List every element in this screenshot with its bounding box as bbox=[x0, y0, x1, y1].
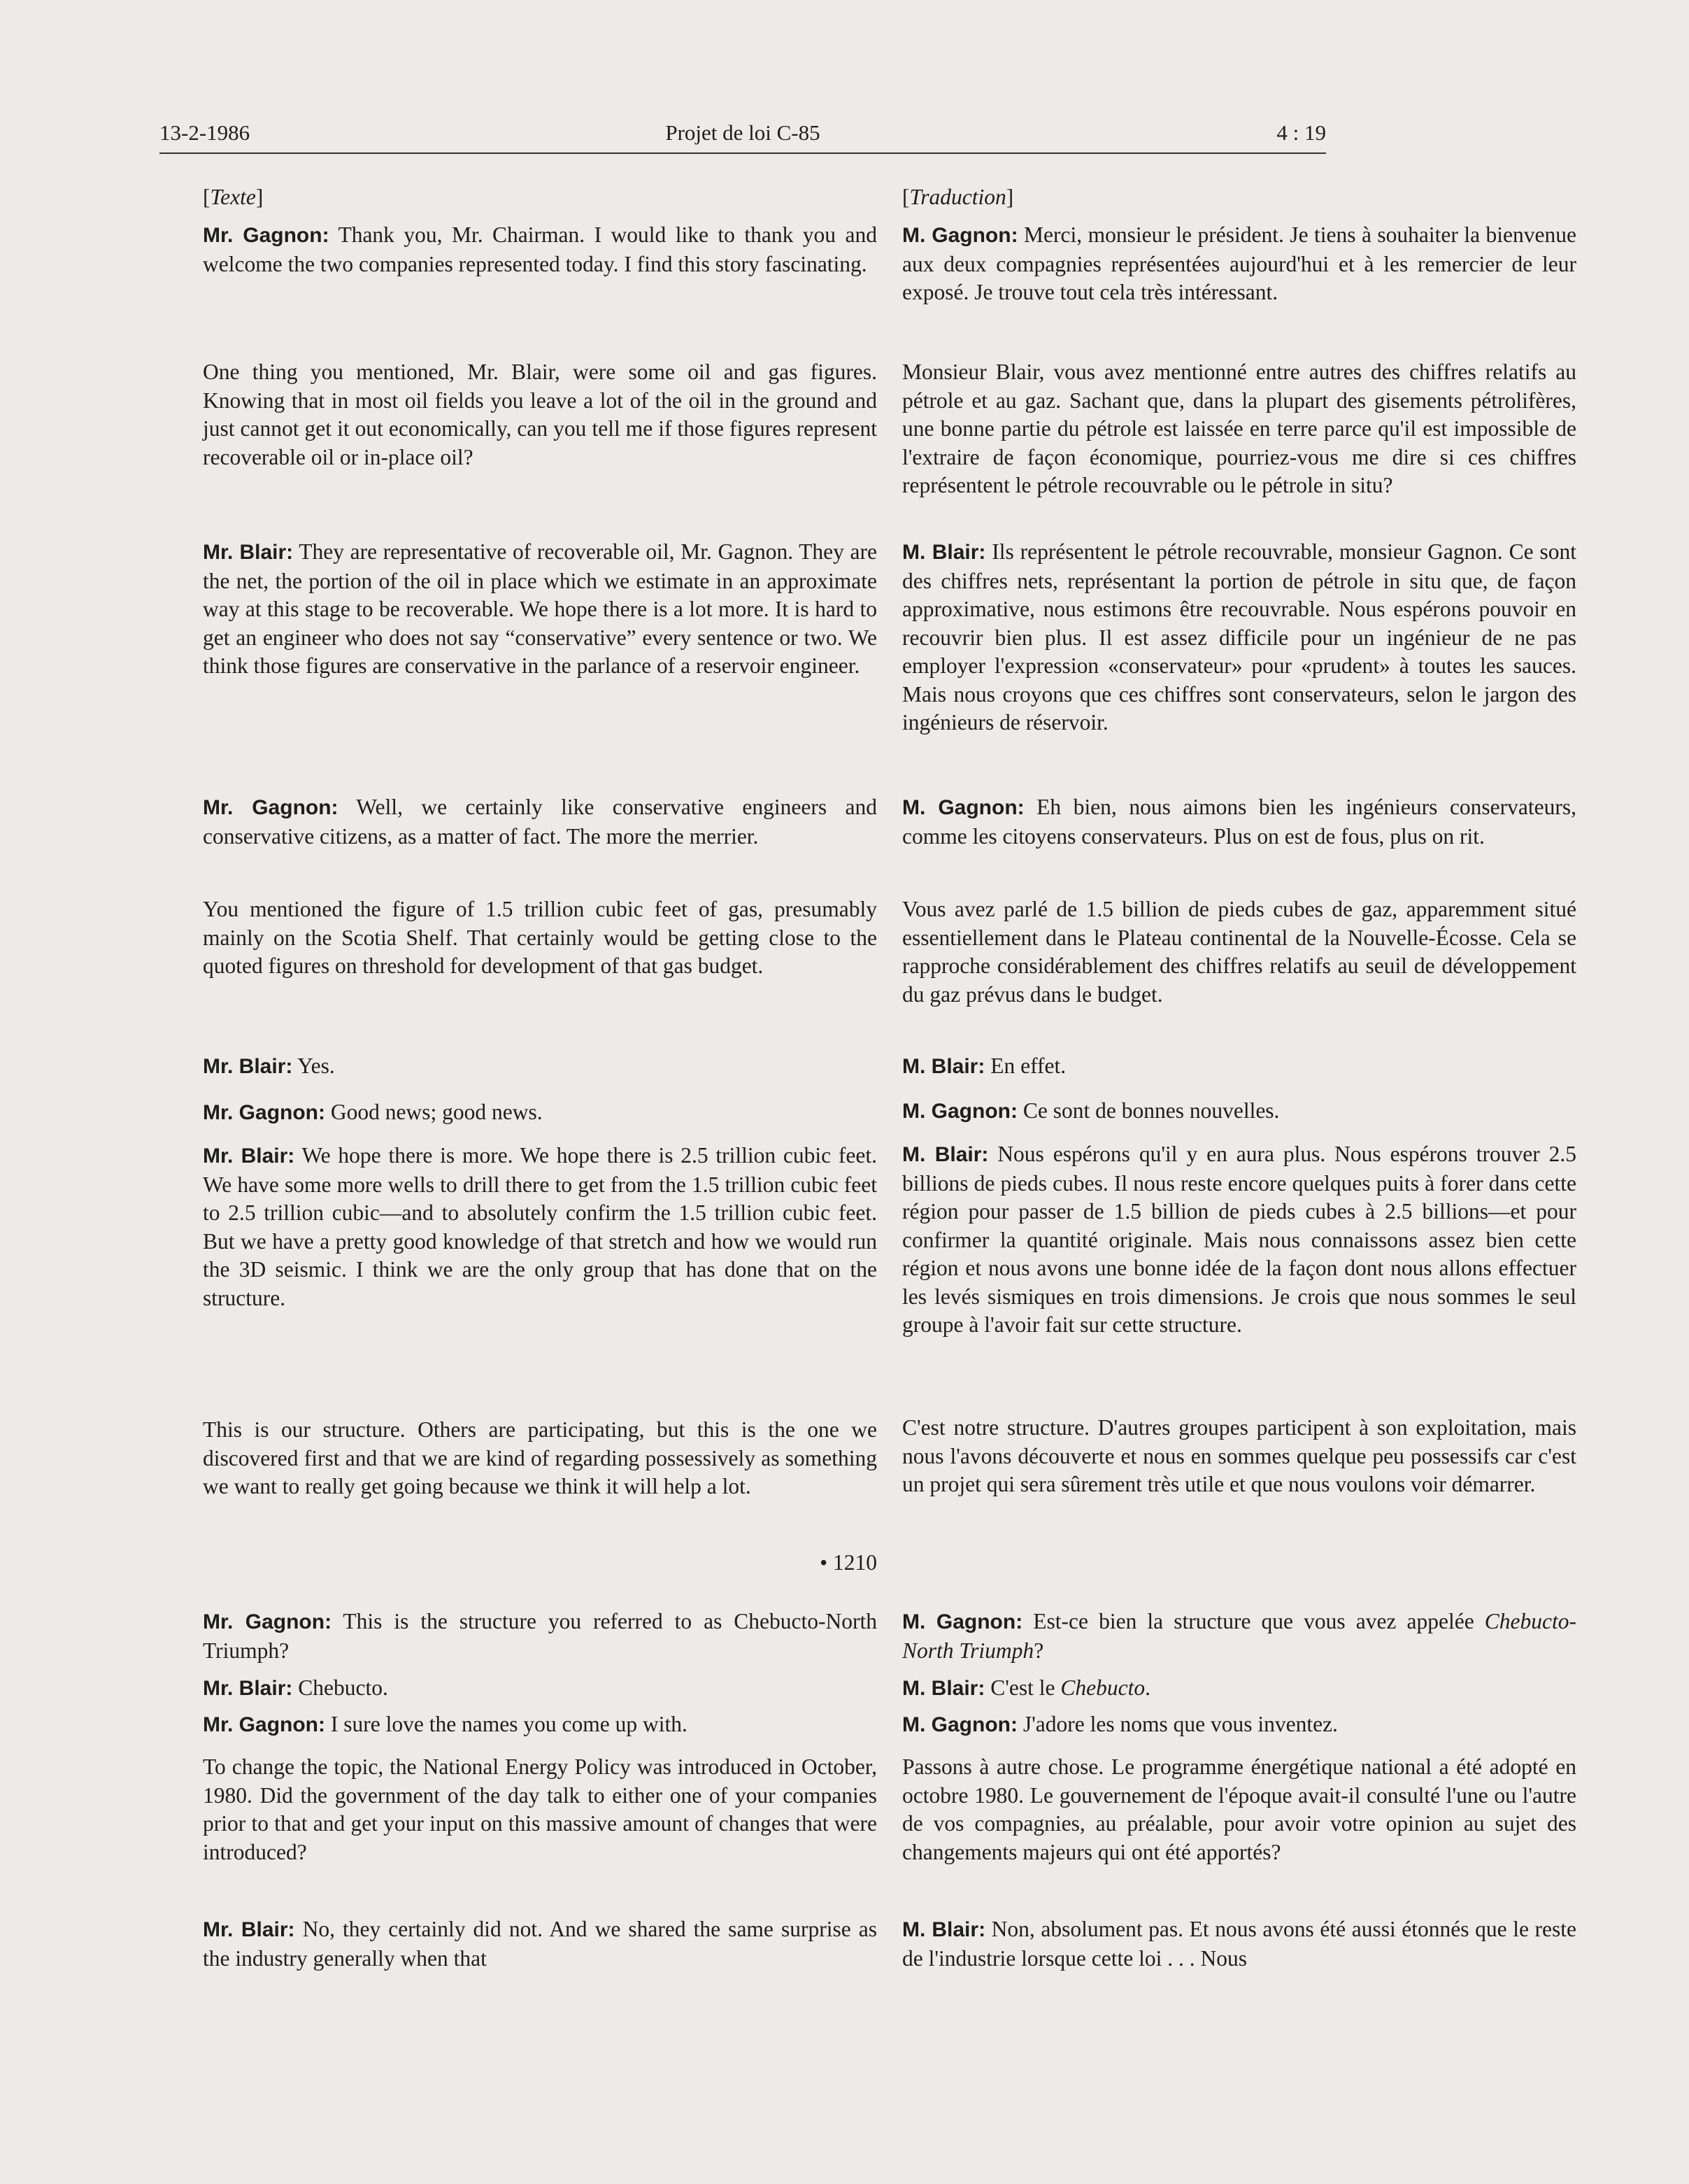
speaker-name: M. Gagnon: bbox=[902, 1610, 1023, 1633]
speaker-name: M. Gagnon: bbox=[902, 1713, 1018, 1736]
paragraph: Vous avez parlé de 1.5 billion de pieds cubes de gaz, apparemment situé essentiellement dans le Plateau continental de la Nouvelle-Écosse. Cela se rapproche considérablement des chiffres relatifs au seuil de développement du gaz prévus dans le budget. bbox=[902, 897, 1576, 1007]
header-page-number: 4 : 19 bbox=[1276, 120, 1326, 145]
paragraph: M. Gagnon: Est-ce bien la structure que vous avez appelée Chebucto-North Triumph? bbox=[902, 1609, 1576, 1663]
speaker-name: M. Gagnon: bbox=[902, 796, 1025, 819]
paragraph: Mr. Gagnon: Good news; good news. bbox=[203, 1100, 543, 1124]
speaker-name: Mr. Gagnon: bbox=[203, 1713, 325, 1736]
speaker-name: Mr. Blair: bbox=[203, 1144, 295, 1168]
paragraph: Mr. Blair: Chebucto. bbox=[203, 1675, 388, 1700]
speaker-name: Mr. Gagnon: bbox=[203, 1610, 332, 1633]
paragraph: Monsieur Blair, vous avez mentionné entre autres des chiffres relatifs au pétrole et au gaz. Sachant que, dans la plupart des gisements pétrolifères, une bonne partie du pétrole est laissée en terre parce qu'il est impossible de l'extraire de façon économique, pourriez-vous me dire si ces chiffres représentent le pétrole recouvrable ou le pétrole in situ? bbox=[902, 360, 1576, 497]
paragraph: To change the topic, the National Energy Policy was introduced in October, 1980. Did the government of the day talk to either one of your companies prior to that and get your input on this massive amount of changes that were introduced? bbox=[203, 1754, 877, 1864]
paragraph: One thing you mentioned, Mr. Blair, were some oil and gas figures. Knowing that in most oil fields you leave a lot of the oil in the ground and just cannot get it out economically, can you tell me if those figures represent recoverable oil or in-place oil? bbox=[203, 360, 877, 469]
paragraph: You mentioned the figure of 1.5 trillion cubic feet of gas, presumably mainly on the Scotia Shelf. That certainly would be getting close to the quoted figures on threshold for development of that gas budget. bbox=[203, 897, 877, 978]
speaker-name: M. Gagnon: bbox=[902, 1100, 1018, 1123]
paragraph: Mr. Gagnon: I sure love the names you come up with. bbox=[203, 1712, 687, 1736]
paragraph: C'est notre structure. D'autres groupes participent à son exploitation, mais nous l'avons découverte et nous en sommes quelque peu possessifs car c'est un projet qui sera sûrement très utile et que nous voulons voir démarrer. bbox=[902, 1415, 1576, 1496]
speaker-name: M. Blair: bbox=[902, 541, 986, 564]
speaker-name: Mr. Gagnon: bbox=[203, 796, 338, 819]
header-title: Projet de loi C-85 bbox=[665, 120, 820, 145]
paragraph: Mr. Blair: We hope there is more. We hope there is 2.5 trillion cubic feet. We have some more wells to drill there to get from the 1.5 trillion cubic feet to 2.5 trillion cubic—and to absolutely confirm the 1.5 trillion cubic feet. But we have a pretty good knowledge of that stretch and how we would run the 3D seismic. I think we are the only group that has done that on the structure. bbox=[203, 1143, 877, 1310]
speaker-name: Mr. Blair: bbox=[203, 1055, 293, 1078]
time-marker: • 1210 bbox=[820, 1550, 877, 1575]
speaker-name: Mr. Gagnon: bbox=[203, 1101, 325, 1124]
speaker-name: M. Blair: bbox=[902, 1055, 985, 1078]
paragraph: Passons à autre chose. Le programme énergétique national a été adopté en octobre 1980. Le gouvernement de l'époque avait-il consulté l'une ou l'autre de vos compagnies, au préalable, pour avoir votre opinion au sujet des changements majeurs qui ont été apportés? bbox=[902, 1754, 1576, 1864]
page-header bbox=[159, 120, 1326, 154]
paragraph: M. Gagnon: J'adore les noms que vous inventez. bbox=[902, 1712, 1338, 1736]
paragraph: M. Gagnon: Merci, monsieur le président. Je tiens à souhaiter la bienvenue aux deux compagnies représentées aujourd'hui et à les remercier de leur exposé. Je trouve tout cela très intéressant. bbox=[902, 222, 1577, 304]
paragraph: M. Blair: C'est le Chebucto. bbox=[902, 1675, 1151, 1700]
paragraph: M. Gagnon: Eh bien, nous aimons bien les ingénieurs conservateurs, comme les citoyens conservateurs. Plus on est de fous, plus on rit. bbox=[902, 795, 1576, 849]
paragraph: Mr. Blair: They are representative of recoverable oil, Mr. Gagnon. They are the net, the portion of the oil in place which we estimate in an approximate way at this stage to be recoverable. We hope there is a lot more. It is hard to get an engineer who does not say “conservative” every sentence or two. We think those figures are conservative in the parlance of a reservoir engineer. bbox=[203, 539, 877, 678]
speaker-name: Mr. Blair: bbox=[203, 1918, 295, 1941]
header-rule bbox=[159, 153, 1326, 154]
paragraph: This is our structure. Others are participating, but this is the one we discovered first and that we are kind of regarding possessively as something we want to really get going because we think it will help a lot. bbox=[203, 1417, 877, 1498]
paragraph: Mr. Blair: Yes. bbox=[203, 1054, 335, 1078]
paragraph: M. Blair: En effet. bbox=[902, 1054, 1067, 1078]
speaker-name: Mr. Gagnon: bbox=[203, 224, 329, 247]
paragraph: M. Blair: Non, absolument pas. Et nous avons été aussi étonnés que le reste de l'industrie lorsque cette loi . . . Nous bbox=[902, 1917, 1576, 1971]
speaker-name: M. Gagnon: bbox=[902, 224, 1018, 247]
paragraph: Mr. Gagnon: This is the structure you referred to as Chebucto-North Triumph? bbox=[203, 1609, 877, 1663]
header-date: 13-2-1986 bbox=[159, 120, 250, 145]
section-label: [Texte] bbox=[203, 185, 264, 209]
speaker-name: Mr. Blair: bbox=[203, 1677, 293, 1700]
paragraph: Mr. Blair: No, they certainly did not. And we shared the same surprise as the industry generally when that bbox=[203, 1917, 877, 1971]
paragraph: M. Blair: Nous espérons qu'il y en aura plus. Nous espérons trouver 2.5 billions de pieds cubes. Il nous reste encore quelques puits à forer dans cette région pour passer de 1.5 billion de pieds cubes à 2.5 billions—et pour confirmer la quantité originale. Mais nous connaissons assez bien cette région et nous avons une bonne idée de la façon dont nous allons effectuer les levés sismiques en trois dimensions. Je crois que nous sommes le seul groupe à l'avoir fait sur cette structure. bbox=[902, 1142, 1576, 1337]
paragraph: Mr. Gagnon: Thank you, Mr. Chairman. I would like to thank you and welcome the two companies represented today. I find this story fascinating. bbox=[203, 222, 877, 276]
speaker-name: M. Blair: bbox=[902, 1143, 989, 1166]
paragraph: M. Gagnon: Ce sont de bonnes nouvelles. bbox=[902, 1098, 1280, 1123]
speaker-name: M. Blair: bbox=[902, 1918, 986, 1941]
speaker-name: M. Blair: bbox=[902, 1677, 985, 1700]
section-label: [Traduction] bbox=[902, 185, 1014, 209]
paragraph: Mr. Gagnon: Well, we certainly like conservative engineers and conservative citizens, as a matter of fact. The more the merrier. bbox=[203, 795, 877, 849]
speaker-name: Mr. Blair: bbox=[203, 541, 294, 564]
paragraph: M. Blair: Ils représentent le pétrole recouvrable, monsieur Gagnon. Ce sont des chiffres nets, représentant la portion de pétrole in situ que, de façon approximative, nous estimons être recouvrable. Nous espérons pouvoir en recouvrir bien plus. Il est assez difficile pour un ingénieur de ne pas employer l'expression «conservateur» pour «prudent» à toutes les sauces. Mais nous croyons que ces chiffres sont conservateurs, selon le jargon des ingénieurs de réservoir. bbox=[902, 539, 1576, 735]
